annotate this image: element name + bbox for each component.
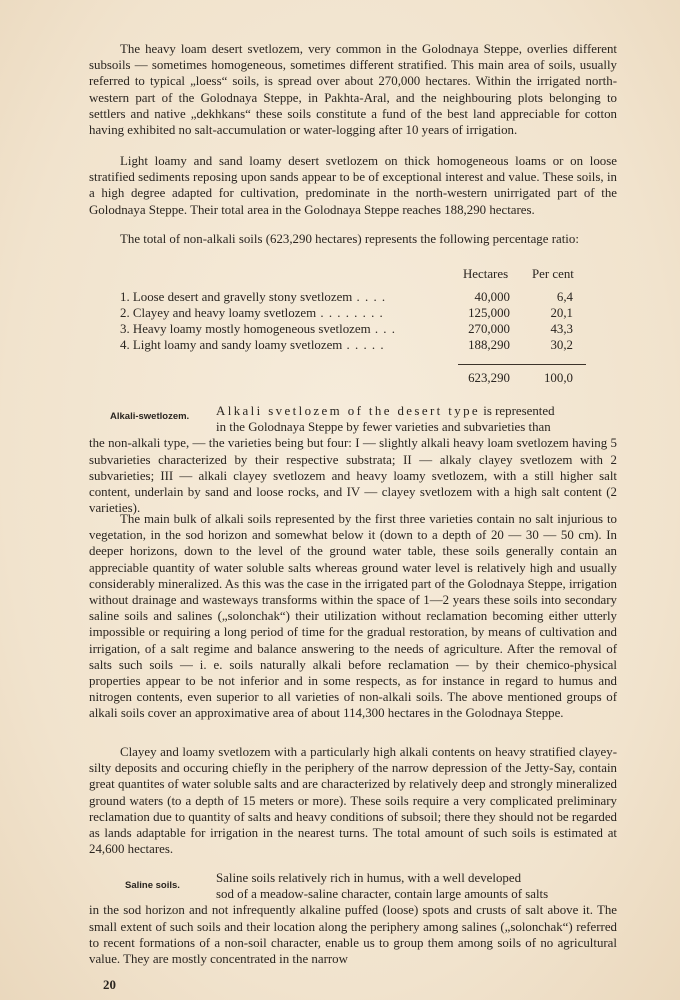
paragraph-light-loamy: Light loamy and sand loamy desert svetlozem on thick homogeneous loams or on loose stratified sediments reposing upon sands appear to be of exceptional interest and value. These soils, in a high degree adapted for cultivation, predominate in the north-western unirrigated part of the Golodnaya Steppe. Their total area in the Golodnaya Steppe reaches 188,290 hectares. — [89, 154, 617, 217]
paragraph-total-ratio: The total of non-alkali soils (623,290 hectares) represents the following percentage ratio: — [120, 232, 579, 246]
paragraph-clayey-loamy: Clayey and loamy svetlozem with a particularly high alkali contents on heavy stratified clayey-silty deposits and occuring chiefly in the periphery of the narrow depression of the Jetty-Say, contain great quantites of water soluble salts and are characterized by relatively deep and strongly mineralized ground waters (to a depth of 15 meters or more). These soils require a very complicated preliminary reclamation due to quantity of salts and heavy conditions of subsoil; there they should not be regarded as lands adaptable for irrigation in the nearest turns. The total amount of such soils is estimated at 24,600 hectares. — [89, 745, 617, 857]
table-total-row — [120, 370, 590, 386]
table-total-hectares: 623,290 — [468, 371, 510, 385]
table-header-hectares: Hectares — [463, 267, 509, 281]
table-total-percent: 100,0 — [543, 371, 573, 385]
table-row-percent: 20,1 — [550, 306, 573, 320]
table-row — [120, 305, 590, 321]
table-row-hectares: 125,000 — [468, 306, 510, 320]
paragraph-alkali-svetlozem — [89, 403, 617, 516]
table-row-label: 4. Light loamy and sandy loamy svetlozem . . . . . — [120, 338, 385, 352]
table-header-percent: Per cent — [532, 267, 574, 281]
alkali-spaced-title: Alkali svetlozem of the desert type — [216, 404, 481, 418]
saline-rest: in the sod horizon and not infrequently alkaline puffed (loose) spots and crusts of salt above it. The small extent of such soils and their location along the periphery among salines („solonchak“) referred to recent formations of a non-soil character, enable us to group them among soils of no agricultural value. They are mostly concentrated in the narrow — [89, 903, 617, 967]
table-row-hectares: 40,000 — [474, 290, 510, 304]
alkali-rest: the non-alkali type, — the varieties being but four: I — slightly alkali heavy loam svetlozem having 5 subvarieties characterized by their respective substrata; II — alkaly clayey svetlozem with 2 subvarieties; III — alkali clayey svetlozem and heavy loamy svetlozem, with a still higher salt content, underlain by sand and loose rocks, and IV — clayey svetlozem with a high salt content (2 varieties). — [89, 436, 617, 516]
alkali-second-line: in the Golodnaya Steppe by fewer varieties and subvarieties than — [216, 420, 551, 435]
saline-first-line: Saline soils relatively rich in humus, with a well developed — [216, 871, 522, 885]
table-row-percent: 30,2 — [550, 338, 573, 352]
table-row-label: 1. Loose desert and gravelly stony svetlozem . . . . — [120, 290, 387, 304]
table-total-rule — [458, 364, 586, 365]
table-row-label: 3. Heavy loamy mostly homogeneous svetlozem . . . — [120, 322, 396, 336]
table-row-percent: 43,3 — [550, 322, 573, 336]
table-row-hectares: 188,290 — [468, 338, 510, 352]
table-row-percent: 6,4 — [556, 290, 573, 304]
margin-note-alkali: Alkali-swetlozem. — [110, 411, 190, 422]
saline-second-line: sod of a meadow-saline character, contain large amounts of salts — [216, 887, 549, 902]
margin-note-saline: Saline soils. — [125, 880, 180, 891]
alkali-first-line: Alkali svetlozem of the desert type is represented — [216, 404, 555, 418]
table-row — [120, 289, 590, 305]
paragraph-saline-soils — [89, 870, 617, 967]
paragraph-heavy-loam: The heavy loam desert svetlozem, very common in the Golodnaya Steppe, overlies different subsoils — sometimes homogeneous, sometimes different stratified. This main area of soils, usually referred to typical „loess“ soils, is spread over about 270,000 hectares. Within the irrigated north-western part of the Golodnaya Steppe, in Pakhta-Aral, and the neighbouring plots belonging to settlers and native „dekhkans“ these soils constitute a fund of the best land appreciable for cotton having exhibited no salt-accumulation or water-logging after 10 years of irrigation. — [89, 42, 617, 138]
table-row — [120, 321, 590, 337]
paragraph-alkali-bulk: The main bulk of alkali soils represented by the first three varieties contain no salt injurious to vegetation, in the sod horizon and somewhat below it (down to a depth of 20 — 30 — 50 cm). In deeper horizons, down to the level of the ground water table, these soils generally contain an appreciable quantity of water soluble salts whereas ground water level is relatively high and usually considerably mineralized. As this was the case in the irrigated part of the Golodnaya Steppe, irrigation without drainage and wasteways transforms within the space of 1—2 years these soils into secondary saline soils and salines („solonchak“) their utilization without reclamation becoming either utterly impossible or requiring a long period of time for the gradual restoration, by means of cultivation and irrigation, of a salt regime and balance answering to the needs of agriculture. After the removal of salts such soils — i. e. soils naturally alkali before reclamation — by their chemico-physical properties appear to be not inferior and in some respects, as for instance in regard to humus and nitrogen contents, even superior to all varieties of non-alkali soils. The above mentioned groups of alkali soils cover an approximative area of about 114,300 hectares in the Golodnaya Steppe. — [89, 512, 617, 721]
table-row-label: 2. Clayey and heavy loamy svetlozem . . . . . . . . — [120, 306, 384, 320]
table-row — [120, 337, 590, 353]
table-row-hectares: 270,000 — [468, 322, 510, 336]
page-number: 20 — [103, 978, 116, 992]
